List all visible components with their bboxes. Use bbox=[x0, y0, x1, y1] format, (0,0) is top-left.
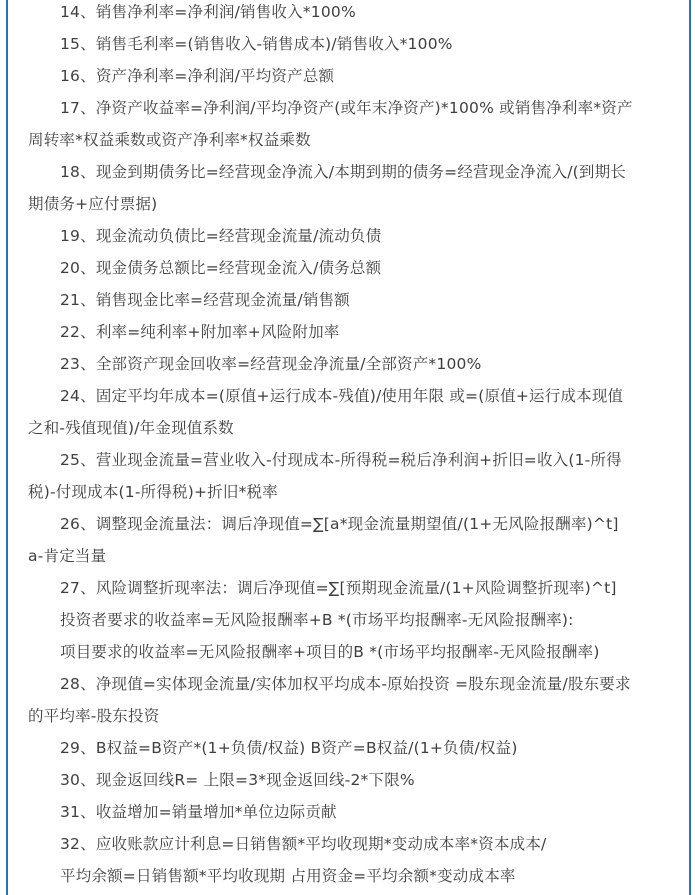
formula-32-continued: 平均余额=日销售额*平均收现期 占用资金=平均余额*变动成本率 bbox=[60, 867, 516, 885]
formula-18-continued: 期债务+应付票据) bbox=[28, 195, 158, 213]
formula-21-line: 21、销售现金比率=经营现金流量/销售额 bbox=[60, 291, 350, 309]
formula-30-line: 30、现金返回线R= 上限=3*现金返回线-2*下限% bbox=[60, 771, 415, 789]
formula-17-continued: 周转率*权益乘数或资产净利率*权益乘数 bbox=[28, 131, 311, 149]
formula-27-project: 项目要求的收益率=无风险报酬率+项目的Β *(市场平均报酬率-无风险报酬率) bbox=[60, 643, 600, 661]
formula-22-line: 22、利率=纯利率+附加率+风险附加率 bbox=[60, 323, 340, 341]
formula-23-line: 23、全部资产现金回收率=经营现金净流量/全部资产*100% bbox=[60, 355, 482, 373]
left-border bbox=[6, 0, 8, 895]
formula-24-continued: 之和-残值现值)/年金现值系数 bbox=[28, 419, 234, 437]
right-border bbox=[689, 0, 691, 895]
formula-20-line: 20、现金债务总额比=经营现金流入/债务总额 bbox=[60, 259, 382, 277]
formula-24-line: 24、固定平均年成本=(原值+运行成本-残值)/使用年限 或=(原值+运行成本现值 bbox=[60, 387, 624, 405]
formula-29-line: 29、Β权益=Β资产*(1+负债/权益) Β资产=Β权益/(1+负债/权益) bbox=[60, 739, 518, 757]
formula-26-continued: a-肯定当量 bbox=[28, 547, 107, 565]
formula-15-line: 15、销售毛利率=(销售收入-销售成本)/销售收入*100% bbox=[60, 35, 453, 53]
formula-28-continued: 的平均率-股东投资 bbox=[28, 707, 160, 725]
formula-28-line: 28、净现值=实体现金流量/实体加权平均成本-原始投资 =股东现金流量/股东要求 bbox=[60, 675, 631, 693]
formula-27-investor: 投资者要求的收益率=无风险报酬率+Β *(市场平均报酬率-无风险报酬率): bbox=[60, 611, 574, 629]
formula-18-line: 18、现金到期债务比=经营现金净流入/本期到期的债务=经营现金净流入/(到期长 bbox=[60, 163, 626, 181]
formula-25-continued: 税)-付现成本(1-所得税)+折旧*税率 bbox=[28, 483, 278, 501]
formula-31-line: 31、收益增加=销量增加*单位边际贡献 bbox=[60, 803, 337, 821]
formula-32-line: 32、应收账款应计利息=日销售额*平均收现期*变动成本率*资本成本/ bbox=[60, 835, 547, 853]
formula-25-line: 25、营业现金流量=营业收入-付现成本-所得税=税后净利润+折旧=收入(1-所得 bbox=[60, 451, 622, 469]
formula-19-line: 19、现金流动负债比=经营现金流量/流动负债 bbox=[60, 227, 382, 245]
formula-14-line: 14、销售净利率=净利润/销售收入*100% bbox=[60, 3, 356, 21]
formula-17-line: 17、净资产收益率=净利润/平均净资产(或年末净资产)*100% 或销售净利率*资产 bbox=[60, 99, 633, 117]
formula-16-line: 16、资产净利率=净利润/平均资产总额 bbox=[60, 67, 335, 85]
formula-26-line: 26、调整现金流量法：调后净现值=∑[a*现金流量期望值/(1+无风险报酬率)^t] bbox=[60, 515, 619, 533]
formula-27-line: 27、风险调整折现率法：调后净现值=∑[预期现金流量/(1+风险调整折现率)^t] bbox=[60, 579, 617, 597]
